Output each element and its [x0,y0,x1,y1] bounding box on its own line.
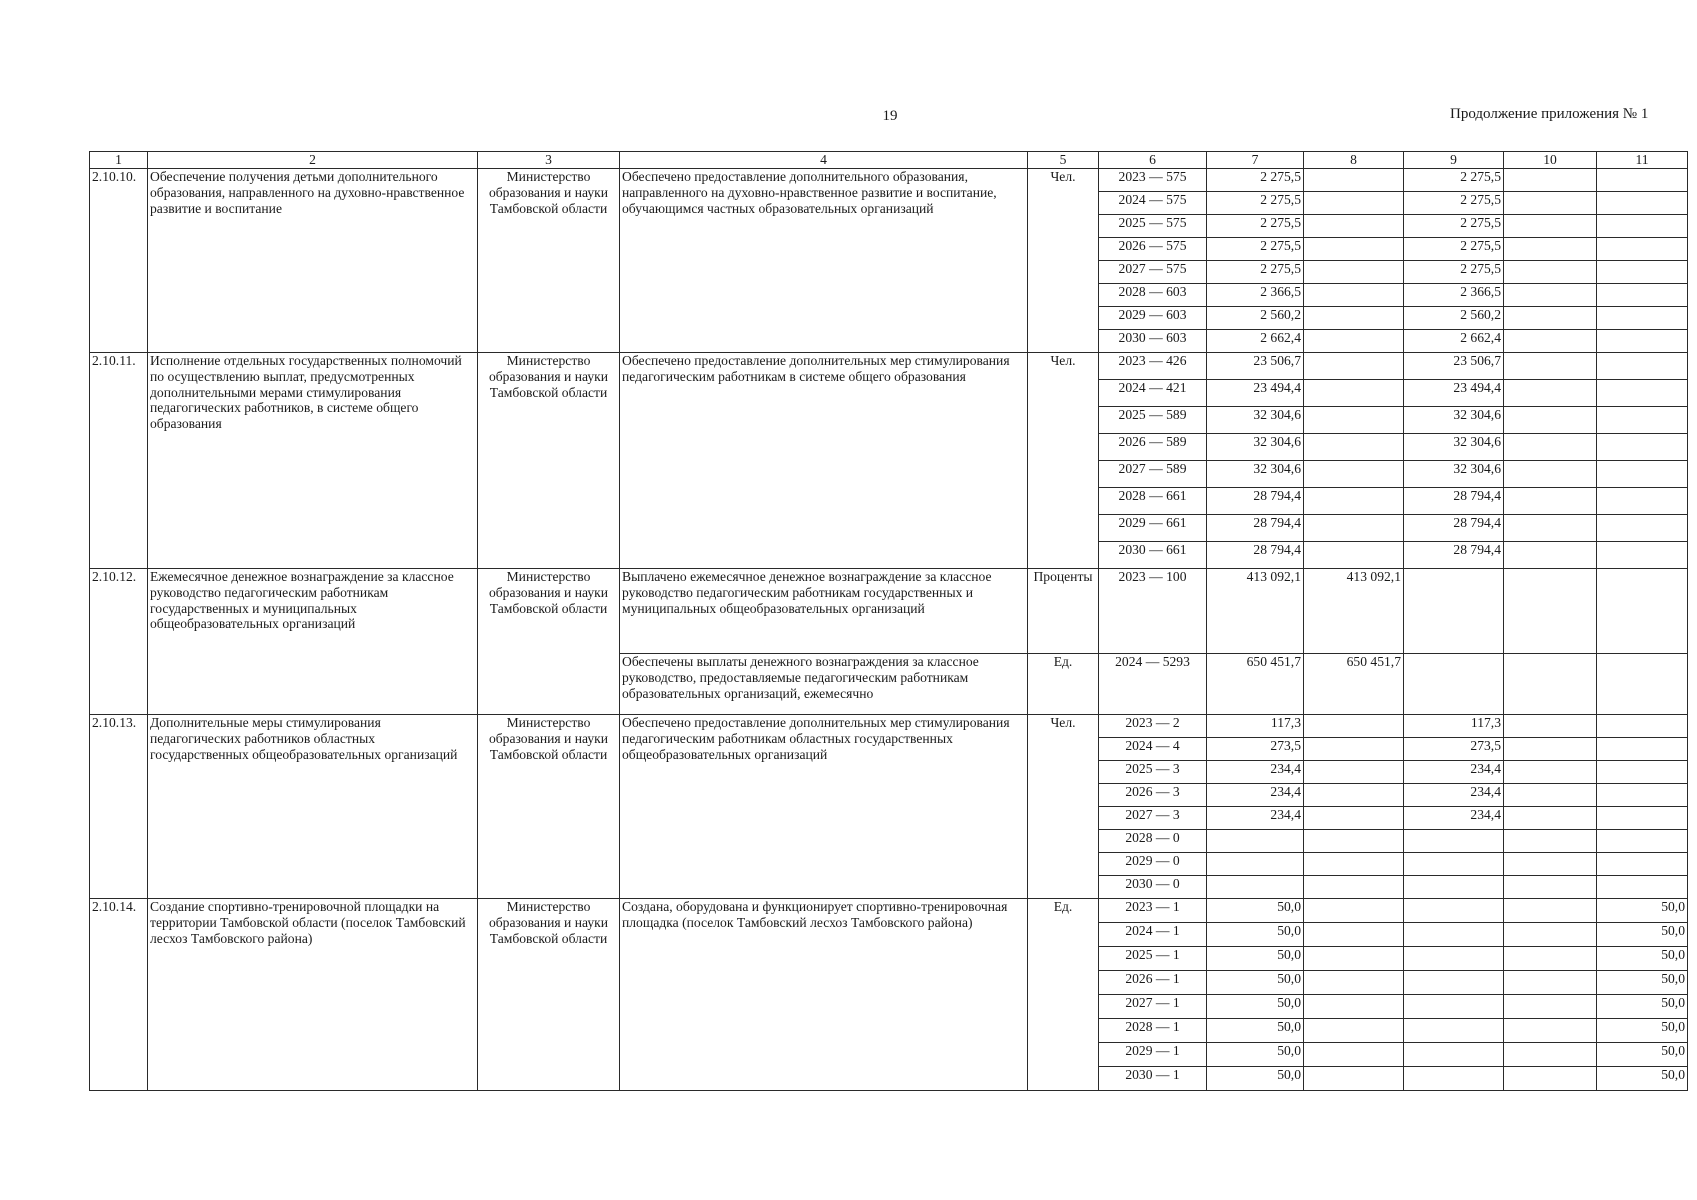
item-unit: Чел. [1028,715,1099,899]
federal-cell [1304,353,1404,380]
plan-value: 2030 — 661 [1099,542,1207,569]
federal-cell [1304,542,1404,569]
item-unit: Чел. [1028,353,1099,569]
item-name: Исполнение отдельных государственных полномочий по осуществлению выплат, предусмотренных дополнительными мерами стимулирования педагогических работников, в системе общего образования [148,353,478,569]
federal-cell [1304,830,1404,853]
column-header: 1 [90,152,148,169]
local-cell [1504,261,1597,284]
other-cell: 50,0 [1597,899,1688,923]
federal-cell [1304,876,1404,899]
regional-cell: 32 304,6 [1404,407,1504,434]
federal-cell [1304,807,1404,830]
total-cell: 2 275,5 [1207,169,1304,192]
total-cell: 2 560,2 [1207,307,1304,330]
plan-value: 2023 — 1 [1099,899,1207,923]
total-cell: 50,0 [1207,899,1304,923]
item-result: Обеспечено предоставление дополнительного образования, направленного на духовно-нравственное развитие и воспитание, обучающимся частных образовательных организаций [620,169,1028,353]
regional-cell: 2 560,2 [1404,307,1504,330]
total-cell: 50,0 [1207,947,1304,971]
other-cell [1597,830,1688,853]
plan-value: 2024 — 421 [1099,380,1207,407]
total-cell: 2 662,4 [1207,330,1304,353]
federal-cell [1304,261,1404,284]
column-header: 11 [1597,152,1688,169]
total-cell: 32 304,6 [1207,461,1304,488]
local-cell [1504,284,1597,307]
plan-value: 2024 — 5293 [1099,654,1207,715]
total-cell: 50,0 [1207,995,1304,1019]
regional-cell [1404,654,1504,715]
total-cell: 32 304,6 [1207,434,1304,461]
other-cell: 50,0 [1597,947,1688,971]
local-cell [1504,1043,1597,1067]
local-cell [1504,569,1597,654]
federal-cell [1304,434,1404,461]
federal-cell [1304,169,1404,192]
plan-value: 2026 — 589 [1099,434,1207,461]
local-cell [1504,380,1597,407]
other-cell [1597,738,1688,761]
column-header: 9 [1404,152,1504,169]
item-number: 2.10.13. [90,715,148,899]
local-cell [1504,876,1597,899]
other-cell [1597,807,1688,830]
other-cell [1597,192,1688,215]
federal-cell [1304,923,1404,947]
local-cell [1504,947,1597,971]
plan-value: 2025 — 3 [1099,761,1207,784]
plan-value: 2030 — 603 [1099,330,1207,353]
table-row [90,353,1688,380]
plan-value: 2028 — 1 [1099,1019,1207,1043]
local-cell [1504,853,1597,876]
item-number: 2.10.14. [90,899,148,1091]
regional-cell [1404,830,1504,853]
other-cell [1597,380,1688,407]
federal-cell [1304,515,1404,542]
regional-cell: 2 275,5 [1404,215,1504,238]
federal-cell [1304,238,1404,261]
local-cell [1504,307,1597,330]
plan-value: 2024 — 1 [1099,923,1207,947]
federal-cell [1304,407,1404,434]
column-header: 7 [1207,152,1304,169]
federal-cell [1304,761,1404,784]
regional-cell [1404,1043,1504,1067]
regional-cell: 2 662,4 [1404,330,1504,353]
local-cell [1504,761,1597,784]
regional-cell: 23 494,4 [1404,380,1504,407]
item-responsible: Министерство образования и науки Тамбовской области [478,569,620,715]
local-cell [1504,784,1597,807]
local-cell [1504,215,1597,238]
local-cell [1504,488,1597,515]
local-cell [1504,353,1597,380]
plan-value: 2028 — 603 [1099,284,1207,307]
item-unit: Ед. [1028,899,1099,1091]
regional-cell [1404,569,1504,654]
plan-value: 2023 — 575 [1099,169,1207,192]
plan-value: 2028 — 0 [1099,830,1207,853]
plan-value: 2027 — 1 [1099,995,1207,1019]
other-cell [1597,330,1688,353]
federal-cell [1304,995,1404,1019]
other-cell [1597,238,1688,261]
total-cell: 413 092,1 [1207,569,1304,654]
other-cell: 50,0 [1597,971,1688,995]
total-cell: 234,4 [1207,807,1304,830]
other-cell [1597,434,1688,461]
plan-value: 2024 — 4 [1099,738,1207,761]
total-cell: 2 275,5 [1207,261,1304,284]
other-cell [1597,169,1688,192]
total-cell: 2 275,5 [1207,215,1304,238]
federal-cell [1304,307,1404,330]
total-cell: 2 275,5 [1207,238,1304,261]
total-cell [1207,876,1304,899]
plan-value: 2025 — 1 [1099,947,1207,971]
table-row [90,899,1688,923]
local-cell [1504,738,1597,761]
plan-value: 2023 — 100 [1099,569,1207,654]
total-cell: 50,0 [1207,1067,1304,1091]
federal-cell [1304,971,1404,995]
federal-cell [1304,1043,1404,1067]
column-header: 5 [1028,152,1099,169]
other-cell: 50,0 [1597,995,1688,1019]
federal-cell [1304,784,1404,807]
local-cell [1504,830,1597,853]
other-cell: 50,0 [1597,1019,1688,1043]
plan-value: 2025 — 589 [1099,407,1207,434]
item-responsible: Министерство образования и науки Тамбовской области [478,169,620,353]
page-number: 19 [882,108,898,124]
plan-value: 2027 — 575 [1099,261,1207,284]
total-cell: 28 794,4 [1207,542,1304,569]
other-cell [1597,542,1688,569]
total-cell: 234,4 [1207,761,1304,784]
local-cell [1504,923,1597,947]
item-name: Обеспечение получения детьми дополнительного образования, направленного на духовно-нравственное развитие и воспитание [148,169,478,353]
table-row [90,569,1688,654]
total-cell: 28 794,4 [1207,515,1304,542]
regional-cell: 2 366,5 [1404,284,1504,307]
table-row [90,169,1688,192]
regional-cell: 28 794,4 [1404,542,1504,569]
regional-cell: 28 794,4 [1404,488,1504,515]
plan-value: 2029 — 1 [1099,1043,1207,1067]
federal-cell [1304,853,1404,876]
item-responsible: Министерство образования и науки Тамбовской области [478,353,620,569]
federal-cell [1304,284,1404,307]
other-cell [1597,215,1688,238]
plan-value: 2023 — 2 [1099,715,1207,738]
other-cell [1597,654,1688,715]
item-result: Обеспечено предоставление дополнительных мер стимулирования педагогическим работникам областных государственных общеобразовательных организаций [620,715,1028,899]
other-cell: 50,0 [1597,1043,1688,1067]
local-cell [1504,807,1597,830]
plan-value: 2026 — 575 [1099,238,1207,261]
plan-value: 2026 — 1 [1099,971,1207,995]
column-header: 6 [1099,152,1207,169]
item-responsible: Министерство образования и науки Тамбовской области [478,715,620,899]
federal-cell [1304,1067,1404,1091]
local-cell [1504,461,1597,488]
regional-cell: 2 275,5 [1404,261,1504,284]
regional-cell: 2 275,5 [1404,169,1504,192]
regional-cell [1404,899,1504,923]
local-cell [1504,169,1597,192]
local-cell [1504,995,1597,1019]
regional-cell [1404,923,1504,947]
federal-cell: 413 092,1 [1304,569,1404,654]
item-number: 2.10.11. [90,353,148,569]
total-cell: 234,4 [1207,784,1304,807]
plan-value: 2026 — 3 [1099,784,1207,807]
local-cell [1504,1019,1597,1043]
item-unit: Проценты [1028,569,1099,654]
federal-cell [1304,715,1404,738]
plan-value: 2030 — 0 [1099,876,1207,899]
other-cell [1597,284,1688,307]
column-header: 10 [1504,152,1597,169]
federal-cell [1304,330,1404,353]
local-cell [1504,971,1597,995]
local-cell [1504,330,1597,353]
other-cell [1597,515,1688,542]
column-header: 4 [620,152,1028,169]
other-cell [1597,853,1688,876]
total-cell: 50,0 [1207,971,1304,995]
item-number: 2.10.12. [90,569,148,715]
total-cell [1207,853,1304,876]
total-cell: 117,3 [1207,715,1304,738]
plan-value: 2029 — 0 [1099,853,1207,876]
other-cell [1597,784,1688,807]
other-cell [1597,307,1688,330]
regional-cell: 32 304,6 [1404,461,1504,488]
column-header: 8 [1304,152,1404,169]
federal-cell [1304,380,1404,407]
regional-cell: 32 304,6 [1404,434,1504,461]
plan-value: 2029 — 603 [1099,307,1207,330]
plan-value: 2030 — 1 [1099,1067,1207,1091]
total-cell: 273,5 [1207,738,1304,761]
total-cell: 50,0 [1207,923,1304,947]
item-responsible: Министерство образования и науки Тамбовской области [478,899,620,1091]
other-cell [1597,461,1688,488]
local-cell [1504,407,1597,434]
federal-cell [1304,215,1404,238]
column-header: 3 [478,152,620,169]
federal-cell [1304,899,1404,923]
plan-value: 2025 — 575 [1099,215,1207,238]
plan-value: 2024 — 575 [1099,192,1207,215]
other-cell [1597,353,1688,380]
other-cell [1597,761,1688,784]
page-caption: Продолжение приложения № 1 [1450,106,1649,122]
local-cell [1504,899,1597,923]
total-cell [1207,830,1304,853]
item-result: Создана, оборудована и функционирует спортивно-тренировочная площадка (поселок Тамбовский лесхоз Тамбовского района) [620,899,1028,1091]
item-name: Ежемесячное денежное вознаграждение за классное руководство педагогическим работникам государственных и муниципальных общеобразовательных организаций [148,569,478,715]
item-result: Обеспечено предоставление дополнительных мер стимулирования педагогическим работникам в системе общего образования [620,353,1028,569]
federal-cell [1304,192,1404,215]
item-number: 2.10.10. [90,169,148,353]
local-cell [1504,515,1597,542]
other-cell [1597,715,1688,738]
item-result: Выплачено ежемесячное денежное вознаграждение за классное руководство педагогическим работникам государственных и муниципальных общеобразовательных организаций [620,569,1028,654]
other-cell [1597,876,1688,899]
regional-cell: 117,3 [1404,715,1504,738]
regional-cell: 2 275,5 [1404,238,1504,261]
regional-cell: 273,5 [1404,738,1504,761]
local-cell [1504,192,1597,215]
other-cell [1597,569,1688,654]
regional-cell: 23 506,7 [1404,353,1504,380]
regional-cell [1404,1019,1504,1043]
local-cell [1504,238,1597,261]
total-cell: 2 275,5 [1207,192,1304,215]
federal-cell [1304,1019,1404,1043]
column-header: 2 [148,152,478,169]
regional-cell: 2 275,5 [1404,192,1504,215]
federal-cell: 650 451,7 [1304,654,1404,715]
plan-value: 2027 — 589 [1099,461,1207,488]
regional-cell: 234,4 [1404,784,1504,807]
column-header-row [90,152,1688,169]
federal-cell [1304,738,1404,761]
plan-value: 2027 — 3 [1099,807,1207,830]
local-cell [1504,715,1597,738]
local-cell [1504,1067,1597,1091]
local-cell [1504,434,1597,461]
local-cell [1504,542,1597,569]
item-name: Создание спортивно-тренировочной площадки на территории Тамбовской области (поселок Тамбовский лесхоз Тамбовского района) [148,899,478,1091]
regional-cell [1404,1067,1504,1091]
total-cell: 2 366,5 [1207,284,1304,307]
plan-value: 2023 — 426 [1099,353,1207,380]
item-unit: Чел. [1028,169,1099,353]
total-cell: 23 506,7 [1207,353,1304,380]
federal-cell [1304,461,1404,488]
measures-table [89,151,1688,1091]
other-cell [1597,488,1688,515]
local-cell [1504,654,1597,715]
other-cell [1597,261,1688,284]
table-row [90,715,1688,738]
other-cell: 50,0 [1597,923,1688,947]
regional-cell [1404,947,1504,971]
federal-cell [1304,947,1404,971]
total-cell: 32 304,6 [1207,407,1304,434]
total-cell: 50,0 [1207,1019,1304,1043]
item-unit: Ед. [1028,654,1099,715]
total-cell: 50,0 [1207,1043,1304,1067]
plan-value: 2028 — 661 [1099,488,1207,515]
total-cell: 28 794,4 [1207,488,1304,515]
federal-cell [1304,488,1404,515]
regional-cell: 28 794,4 [1404,515,1504,542]
plan-value: 2029 — 661 [1099,515,1207,542]
other-cell: 50,0 [1597,1067,1688,1091]
regional-cell: 234,4 [1404,807,1504,830]
regional-cell: 234,4 [1404,761,1504,784]
total-cell: 23 494,4 [1207,380,1304,407]
item-name: Дополнительные меры стимулирования педагогических работников областных государственных общеобразовательных организаций [148,715,478,899]
regional-cell [1404,876,1504,899]
regional-cell [1404,995,1504,1019]
regional-cell [1404,971,1504,995]
regional-cell [1404,853,1504,876]
total-cell: 650 451,7 [1207,654,1304,715]
other-cell [1597,407,1688,434]
item-result: Обеспечены выплаты денежного вознаграждения за классное руководство, предоставляемые педагогическим работникам образовательных организаций, ежемесячно [620,654,1028,715]
